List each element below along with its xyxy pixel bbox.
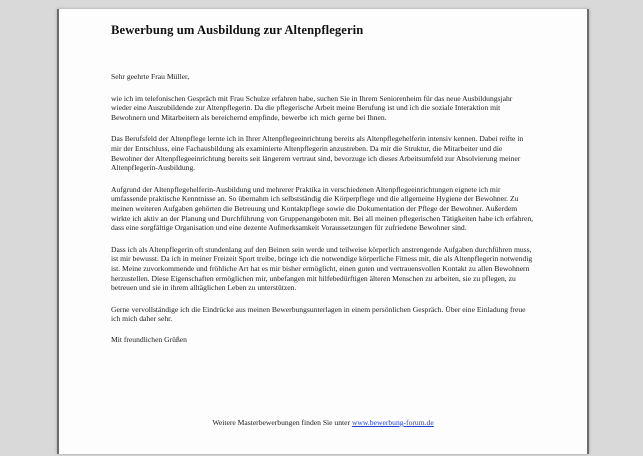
paragraph-experience: Das Berufsfeld der Altenpflege lernte ich in Ihrer Altenpflegeeinrichtung bereits als Altenpflegehelferin intensiv kennen. Dabei reifte in mir der Entschluss, eine Fachausbildung als examinierte Altenpflegerin anzustreben. Da mir die Struktur, die Mitarbeiter und die Bewohner der Altenpflegeeinrichtung bereits seit längerem vertraut sind, bevorzuge ich dieses Arbeitsumfeld zur Absolvierung meiner Altenpflegerin-Ausbildung. bbox=[111, 134, 524, 173]
footer-link[interactable]: www.bewerbung-forum.de bbox=[351, 418, 434, 427]
letter-title: Bewerbung um Ausbildung zur Altenpflegerin bbox=[111, 23, 364, 37]
paragraph-personal: Dass ich als Altenpflegerin oft stundenlang auf den Beinen sein werde und teilweise körperlich anstrengende Aufgaben durchführen muss, ist mir bewusst. Da ich in meiner Freizeit Sport treibe, bringe ich die notwendige körperliche Fitness mit, die als Altenpflegerin notwendig ist. Meine zuvorkommende und fröhliche Art hat es mir bisher ermöglicht, einen guten und vertrauensvollen Kontakt zu allen Bewohnern herzustellen. Diese Eigenschaften ermöglichen mir, unbefangen mit hilfebedürftigen älteren Menschen zu arbeiten, sie zu pflegen, zu betreuen und sie in ihrem alltäglichen Leben zu unterstützen. bbox=[111, 244, 533, 293]
salutation: Sehr geehrte Frau Müller, bbox=[111, 72, 190, 81]
paragraph-invitation: Gerne vervollständige ich die Eindrücke aus meinen Bewerbungsunterlagen in einem persönlichen Gespräch. Über eine Einladung freue ich mich daher sehr. bbox=[111, 304, 526, 324]
document-page bbox=[57, 9, 589, 454]
paragraph-intro: wie ich im telefonischen Gespräch mit Frau Schulze erfahren habe, suchen Sie in Ihrem Seniorenheim für das neue Ausbildungsjahr wieder eine Auszubildende zur Altenpflegerin. Da die pflegerische Arbeit meine Berufung ist und ich die soziale Interaktion mit Bewohnern und Mitarbeitern als bereichernd empfinde, bewerbe ich mich gerne bei Ihnen. bbox=[111, 93, 513, 122]
footer-text: Weitere Masterbewerbungen finden Sie unter bbox=[212, 418, 351, 427]
letter-body bbox=[111, 23, 534, 344]
closing-greeting: Mit freundlichen Grüßen bbox=[111, 334, 187, 344]
page-footer bbox=[59, 418, 587, 427]
paragraph-skills: Aufgrund der Altenpflegehelferin-Ausbildung und mehrerer Praktika in verschiedenen Altenpflegeeinrichtungen eignete ich mir umfassende praktische Kenntnisse an. So übernahm ich selbstständig die Körperpflege und die allgemeine Hygiene der Bewohner. Zu meinen weiteren Aufgaben gehörten die Betreuung und Kontaktpflege sowie die Dokumentation der Pflege der Bewohner. Außerdem wirkte ich aktiv an der Planung und Durchführung von Gruppenangeboten mit. Bei all meinen pflegerischen Tätigkeiten habe ich erfahren, dass eine sorgfältige Organisation und eine dezente Aufmerksamkeit Voraussetzungen für zufriedene Bewohner sind. bbox=[111, 184, 534, 233]
